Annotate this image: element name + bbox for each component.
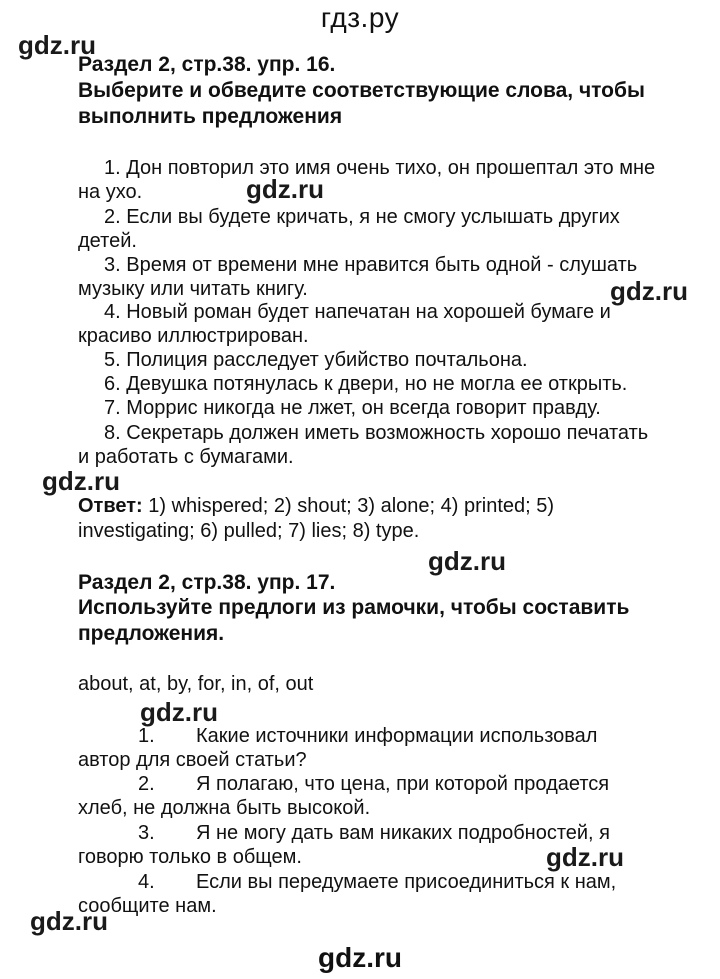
watermark: gdz.ru bbox=[140, 697, 218, 727]
watermark: gdz.ru bbox=[30, 906, 108, 936]
ex16-line: и работать с бумагами. bbox=[78, 446, 294, 468]
ex16-answer-line-1 bbox=[78, 494, 554, 518]
ex17-item-line: автор для своей статьи? bbox=[78, 749, 307, 771]
ex17-title: Раздел 2, стр.38. упр. 17. bbox=[78, 571, 336, 594]
answer-text: 1) whispered; 2) shout; 3) alone; 4) printed; 5) bbox=[142, 495, 555, 517]
ex17-item-line: сообщите нам. bbox=[78, 895, 217, 917]
ex16-line: 5. Полиция расследует убийство почтальона. bbox=[104, 349, 528, 371]
ex16-line: 6. Девушка потянулась к двери, но не могла ее открыть. bbox=[104, 373, 628, 395]
ex17-item-line: хлеб, не должна быть высокой. bbox=[78, 797, 371, 819]
ex16-line: 3. Время от времени мне нравится быть одной - слушать bbox=[104, 254, 638, 276]
ex16-line: 8. Секретарь должен иметь возможность хорошо печатать bbox=[104, 422, 649, 444]
ex16-line: на ухо. bbox=[78, 181, 143, 203]
ex16-answer-line-2: investigating; 6) pulled; 7) lies; 8) type. bbox=[78, 520, 420, 542]
watermark: gdz.ru bbox=[546, 842, 624, 872]
ex16-title: Раздел 2, стр.38. упр. 16. bbox=[78, 53, 336, 76]
ex17-item-line: Я не могу дать вам никаких подробностей, я bbox=[196, 822, 611, 844]
ex16-line: 2. Если вы будете кричать, я не смогу услышать других bbox=[104, 206, 620, 228]
ex17-item-number: 1. bbox=[138, 725, 155, 747]
ex17-item-number: 3. bbox=[138, 822, 155, 844]
ex16-line: 7. Моррис никогда не лжет, он всегда говорит правду. bbox=[104, 397, 601, 419]
ex16-line: 4. Новый роман будет напечатан на хорошей бумаге и bbox=[104, 301, 611, 323]
ex16-line: детей. bbox=[78, 230, 137, 252]
ex16-line: 1. Дон повторил это имя очень тихо, он прошептал это мне bbox=[104, 157, 656, 179]
ex17-item-line: Я полагаю, что цена, при которой продается bbox=[196, 773, 610, 795]
ex17-item-line: говорю только в общем. bbox=[78, 846, 302, 868]
ex16-task-line-1: Выберите и обведите соответствующие слова, чтобы bbox=[78, 79, 645, 102]
answer-label: Ответ: bbox=[78, 495, 143, 517]
ex17-item-line: Если вы передумаете присоединиться к нам, bbox=[196, 871, 617, 893]
ex17-item-number: 2. bbox=[138, 773, 155, 795]
watermark: gdz.ru bbox=[610, 276, 688, 306]
ex17-task-line-1: Используйте предлоги из рамочки, чтобы составить bbox=[78, 596, 630, 619]
ex17-word-box: about, at, by, for, in, of, out bbox=[78, 673, 314, 695]
ex17-item-number: 4. bbox=[138, 871, 155, 893]
ex16-task-line-2: выполнить предложения bbox=[78, 105, 343, 128]
watermark: gdz.ru bbox=[18, 30, 96, 60]
watermark: gdz.ru bbox=[428, 546, 506, 576]
site-header: гдз.ру bbox=[320, 2, 400, 33]
ex16-line: музыку или читать книгу. bbox=[78, 278, 308, 300]
ex17-task-line-2: предложения. bbox=[78, 622, 225, 645]
watermark: gdz.ru bbox=[246, 174, 324, 204]
ex16-line: красиво иллюстрирован. bbox=[78, 325, 309, 347]
watermark: gdz.ru bbox=[42, 466, 120, 496]
site-footer: gdz.ru bbox=[318, 942, 402, 973]
ex17-item-line: Какие источники информации использовал bbox=[196, 725, 598, 747]
